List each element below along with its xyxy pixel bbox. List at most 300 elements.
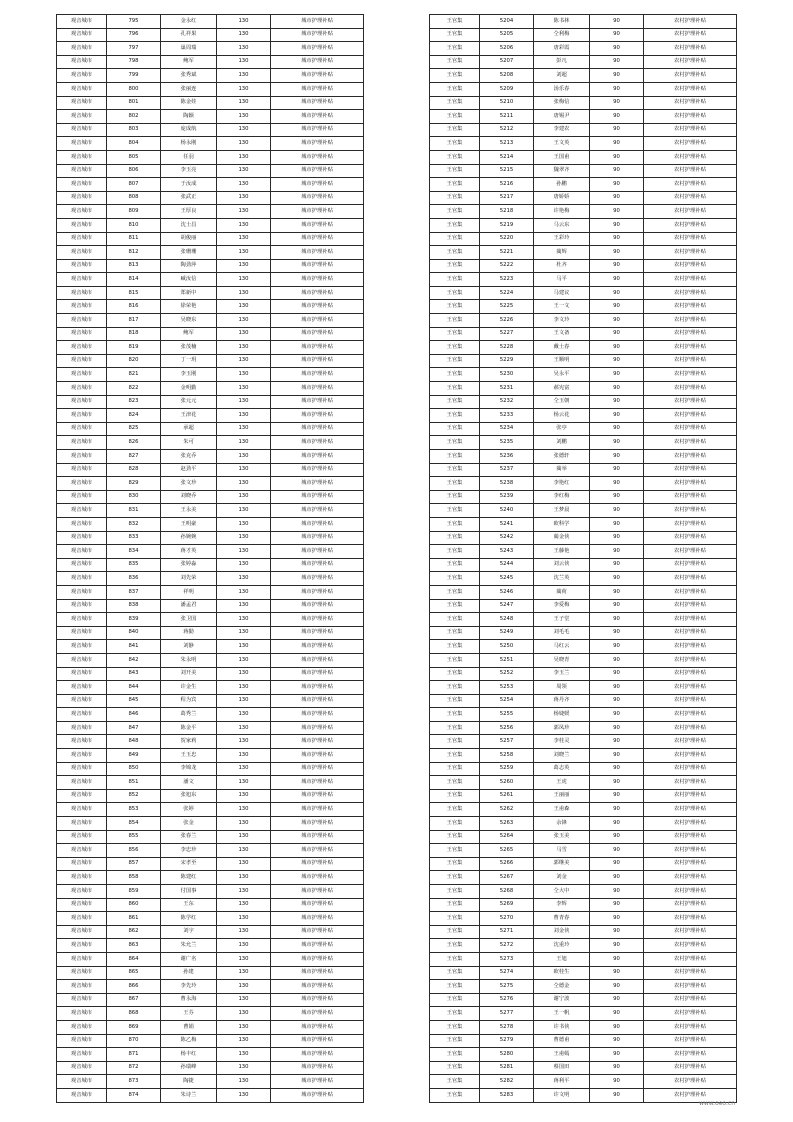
table-row bbox=[57, 925, 364, 939]
cell-name: 刘超 bbox=[534, 69, 590, 83]
table-row bbox=[430, 952, 737, 966]
cell-area: 王官集 bbox=[430, 96, 480, 110]
cell-type: 城市护理补贴 bbox=[271, 885, 364, 899]
table-row bbox=[430, 830, 737, 844]
cell-type: 农村护理补贴 bbox=[644, 585, 737, 599]
cell-name: 杨婕媛 bbox=[534, 708, 590, 722]
table-row bbox=[57, 382, 364, 396]
cell-name: 任羽 bbox=[161, 150, 217, 164]
cell-name: 李锦龙 bbox=[161, 762, 217, 776]
cell-name: 李文玲 bbox=[534, 314, 590, 328]
cell-type: 农村护理补贴 bbox=[644, 246, 737, 260]
cell-type: 农村护理补贴 bbox=[644, 82, 737, 96]
cell-type: 城市护理补贴 bbox=[271, 395, 364, 409]
cell-amount: 90 bbox=[590, 966, 644, 980]
cell-number: 796 bbox=[107, 28, 161, 42]
cell-type: 城市护理补贴 bbox=[271, 164, 364, 178]
cell-amount: 130 bbox=[217, 749, 271, 763]
cell-type: 农村护理补贴 bbox=[644, 912, 737, 926]
cell-amount: 90 bbox=[590, 681, 644, 695]
cell-amount: 130 bbox=[217, 1075, 271, 1089]
cell-type: 农村护理补贴 bbox=[644, 708, 737, 722]
cell-number: 5241 bbox=[480, 517, 534, 531]
cell-number: 859 bbox=[107, 885, 161, 899]
cell-name: 王藤艳 bbox=[534, 545, 590, 559]
cell-name: 王玉忠 bbox=[161, 749, 217, 763]
cell-name: 徐荣艳 bbox=[161, 300, 217, 314]
cell-type: 农村护理补贴 bbox=[644, 327, 737, 341]
cell-number: 5234 bbox=[480, 422, 534, 436]
table-row bbox=[57, 993, 364, 1007]
cell-name: 李爱梅 bbox=[534, 599, 590, 613]
table-row bbox=[430, 572, 737, 586]
cell-name: 张武正 bbox=[161, 191, 217, 205]
cell-number: 804 bbox=[107, 137, 161, 151]
cell-area: 王官集 bbox=[430, 15, 480, 29]
cell-number: 849 bbox=[107, 749, 161, 763]
cell-name: 蔺金侠 bbox=[534, 531, 590, 545]
table-row bbox=[430, 477, 737, 491]
cell-amount: 130 bbox=[217, 395, 271, 409]
cell-area: 王官集 bbox=[430, 422, 480, 436]
cell-name: 蔺举 bbox=[534, 463, 590, 477]
cell-amount: 130 bbox=[217, 300, 271, 314]
cell-amount: 90 bbox=[590, 327, 644, 341]
cell-area: 观音城市 bbox=[57, 422, 107, 436]
table-row bbox=[430, 15, 737, 29]
cell-area: 王官集 bbox=[430, 123, 480, 137]
cell-type: 农村护理补贴 bbox=[644, 15, 737, 29]
cell-name: 刘晓兰 bbox=[534, 749, 590, 763]
cell-amount: 90 bbox=[590, 1020, 644, 1034]
cell-type: 农村护理补贴 bbox=[644, 1034, 737, 1048]
cell-amount: 130 bbox=[217, 776, 271, 790]
cell-type: 农村护理补贴 bbox=[644, 123, 737, 137]
cell-area: 观音城市 bbox=[57, 531, 107, 545]
cell-number: 5205 bbox=[480, 28, 534, 42]
cell-amount: 130 bbox=[217, 42, 271, 56]
cell-name: 丁一玥 bbox=[161, 354, 217, 368]
cell-amount: 90 bbox=[590, 517, 644, 531]
cell-number: 831 bbox=[107, 504, 161, 518]
table-row bbox=[430, 450, 737, 464]
cell-number: 5213 bbox=[480, 137, 534, 151]
cell-type: 农村护理补贴 bbox=[644, 844, 737, 858]
cell-area: 观音城市 bbox=[57, 789, 107, 803]
cell-name: 张茂楠 bbox=[161, 341, 217, 355]
cell-name: 戴士春 bbox=[534, 341, 590, 355]
cell-amount: 90 bbox=[590, 300, 644, 314]
cell-name: 王彩玲 bbox=[534, 232, 590, 246]
table-row bbox=[430, 1048, 737, 1062]
cell-amount: 90 bbox=[590, 613, 644, 627]
cell-type: 农村护理补贴 bbox=[644, 300, 737, 314]
table-row bbox=[430, 776, 737, 790]
cell-type: 农村护理补贴 bbox=[644, 1075, 737, 1089]
cell-amount: 130 bbox=[217, 789, 271, 803]
cell-number: 862 bbox=[107, 925, 161, 939]
cell-area: 王官集 bbox=[430, 545, 480, 559]
table-row bbox=[430, 1034, 737, 1048]
cell-type: 城市护理补贴 bbox=[271, 463, 364, 477]
cell-amount: 130 bbox=[217, 314, 271, 328]
table-row bbox=[430, 232, 737, 246]
cell-type: 农村护理补贴 bbox=[644, 422, 737, 436]
table-row bbox=[57, 477, 364, 491]
cell-area: 王官集 bbox=[430, 871, 480, 885]
cell-amount: 130 bbox=[217, 504, 271, 518]
cell-area: 观音城市 bbox=[57, 1048, 107, 1062]
cell-name: 唐彩霞 bbox=[534, 42, 590, 56]
cell-number: 5216 bbox=[480, 178, 534, 192]
cell-number: 5233 bbox=[480, 409, 534, 423]
cell-type: 城市护理补贴 bbox=[271, 286, 364, 300]
cell-area: 观音城市 bbox=[57, 898, 107, 912]
table-row bbox=[430, 314, 737, 328]
cell-number: 5281 bbox=[480, 1061, 534, 1075]
cell-amount: 130 bbox=[217, 517, 271, 531]
cell-name: 彭凡 bbox=[534, 55, 590, 69]
cell-amount: 90 bbox=[590, 15, 644, 29]
cell-number: 5270 bbox=[480, 912, 534, 926]
cell-area: 观音城市 bbox=[57, 694, 107, 708]
cell-amount: 90 bbox=[590, 178, 644, 192]
cell-number: 5272 bbox=[480, 939, 534, 953]
cell-area: 观音城市 bbox=[57, 572, 107, 586]
cell-type: 城市护理补贴 bbox=[271, 1061, 364, 1075]
cell-amount: 130 bbox=[217, 803, 271, 817]
cell-name: 张卫国 bbox=[161, 613, 217, 627]
cell-number: 5283 bbox=[480, 1088, 534, 1102]
table-row bbox=[430, 137, 737, 151]
cell-name: 庞成航 bbox=[161, 123, 217, 137]
table-row bbox=[430, 721, 737, 735]
cell-name: 蔡国田 bbox=[534, 1061, 590, 1075]
cell-amount: 130 bbox=[217, 15, 271, 29]
cell-name: 潘孟君 bbox=[161, 599, 217, 613]
cell-amount: 130 bbox=[217, 422, 271, 436]
cell-amount: 90 bbox=[590, 531, 644, 545]
cell-name: 王厚良 bbox=[161, 205, 217, 219]
cell-type: 城市护理补贴 bbox=[271, 137, 364, 151]
table-row bbox=[430, 150, 737, 164]
cell-type: 农村护理补贴 bbox=[644, 871, 737, 885]
cell-amount: 90 bbox=[590, 273, 644, 287]
cell-number: 5278 bbox=[480, 1020, 534, 1034]
cell-area: 王官集 bbox=[430, 490, 480, 504]
cell-type: 农村护理补贴 bbox=[644, 218, 737, 232]
cell-name: 贺家莉 bbox=[161, 735, 217, 749]
cell-name: 刘云侠 bbox=[534, 558, 590, 572]
cell-number: 818 bbox=[107, 327, 161, 341]
cell-area: 王官集 bbox=[430, 966, 480, 980]
cell-name: 刘鹏 bbox=[534, 436, 590, 450]
cell-type: 城市护理补贴 bbox=[271, 150, 364, 164]
table-row bbox=[430, 966, 737, 980]
cell-number: 832 bbox=[107, 517, 161, 531]
cell-type: 城市护理补贴 bbox=[271, 82, 364, 96]
table-row bbox=[57, 218, 364, 232]
cell-amount: 90 bbox=[590, 667, 644, 681]
cell-name: 王津花 bbox=[161, 409, 217, 423]
table-row bbox=[430, 667, 737, 681]
table-row bbox=[57, 681, 364, 695]
cell-number: 867 bbox=[107, 993, 161, 1007]
cell-number: 808 bbox=[107, 191, 161, 205]
cell-name: 孙鹏 bbox=[534, 178, 590, 192]
cell-area: 观音城市 bbox=[57, 708, 107, 722]
table-row bbox=[430, 789, 737, 803]
table-row bbox=[430, 803, 737, 817]
cell-number: 5271 bbox=[480, 925, 534, 939]
cell-area: 王官集 bbox=[430, 789, 480, 803]
cell-name: 马云东 bbox=[534, 218, 590, 232]
cell-area: 观音城市 bbox=[57, 1007, 107, 1021]
table-row bbox=[57, 463, 364, 477]
cell-type: 城市护理补贴 bbox=[271, 667, 364, 681]
cell-area: 观音城市 bbox=[57, 354, 107, 368]
cell-type: 农村护理补贴 bbox=[644, 613, 737, 627]
cell-number: 5208 bbox=[480, 69, 534, 83]
cell-area: 观音城市 bbox=[57, 857, 107, 871]
cell-area: 观音城市 bbox=[57, 599, 107, 613]
cell-number: 871 bbox=[107, 1048, 161, 1062]
cell-type: 农村护理补贴 bbox=[644, 1020, 737, 1034]
cell-number: 801 bbox=[107, 96, 161, 110]
cell-number: 845 bbox=[107, 694, 161, 708]
cell-name: 曹娟 bbox=[161, 1020, 217, 1034]
cell-amount: 90 bbox=[590, 721, 644, 735]
cell-area: 王官集 bbox=[430, 708, 480, 722]
cell-type: 城市护理补贴 bbox=[271, 993, 364, 1007]
table-row bbox=[57, 585, 364, 599]
cell-amount: 90 bbox=[590, 939, 644, 953]
cell-name: 吴晓东 bbox=[161, 314, 217, 328]
cell-name: 鲍军 bbox=[161, 327, 217, 341]
cell-number: 847 bbox=[107, 721, 161, 735]
cell-name: 王甫嫣 bbox=[534, 1048, 590, 1062]
cell-name: 张秀斌 bbox=[161, 69, 217, 83]
cell-type: 农村护理补贴 bbox=[644, 382, 737, 396]
table-row bbox=[57, 1061, 364, 1075]
cell-area: 王官集 bbox=[430, 735, 480, 749]
cell-type: 农村护理补贴 bbox=[644, 96, 737, 110]
table-row bbox=[57, 653, 364, 667]
cell-type: 农村护理补贴 bbox=[644, 898, 737, 912]
cell-name: 陶劲萍 bbox=[161, 259, 217, 273]
cell-area: 观音城市 bbox=[57, 450, 107, 464]
cell-number: 852 bbox=[107, 789, 161, 803]
cell-area: 王官集 bbox=[430, 1020, 480, 1034]
cell-area: 王官集 bbox=[430, 69, 480, 83]
table-row bbox=[430, 626, 737, 640]
cell-number: 838 bbox=[107, 599, 161, 613]
cell-type: 农村护理补贴 bbox=[644, 42, 737, 56]
cell-number: 812 bbox=[107, 246, 161, 260]
cell-name: 沈重玲 bbox=[534, 939, 590, 953]
table-row bbox=[57, 762, 364, 776]
cell-area: 观音城市 bbox=[57, 545, 107, 559]
cell-amount: 130 bbox=[217, 450, 271, 464]
cell-name: 张元元 bbox=[161, 395, 217, 409]
cell-name: 朱允兰 bbox=[161, 939, 217, 953]
table-row bbox=[57, 164, 364, 178]
cell-area: 观音城市 bbox=[57, 1075, 107, 1089]
cell-name: 陈建红 bbox=[161, 871, 217, 885]
cell-number: 821 bbox=[107, 368, 161, 382]
cell-name: 王丽丽 bbox=[534, 789, 590, 803]
cell-area: 观音城市 bbox=[57, 382, 107, 396]
cell-area: 王官集 bbox=[430, 82, 480, 96]
cell-amount: 130 bbox=[217, 898, 271, 912]
cell-area: 观音城市 bbox=[57, 871, 107, 885]
cell-name: 唐锡尹 bbox=[534, 110, 590, 124]
cell-amount: 130 bbox=[217, 463, 271, 477]
cell-type: 城市护理补贴 bbox=[271, 762, 364, 776]
table-row bbox=[430, 368, 737, 382]
cell-type: 农村护理补贴 bbox=[644, 803, 737, 817]
cell-area: 观音城市 bbox=[57, 762, 107, 776]
cell-area: 王官集 bbox=[430, 164, 480, 178]
cell-area: 王官集 bbox=[430, 450, 480, 464]
table-row bbox=[430, 898, 737, 912]
cell-number: 827 bbox=[107, 450, 161, 464]
cell-amount: 130 bbox=[217, 150, 271, 164]
cell-amount: 130 bbox=[217, 830, 271, 844]
cell-name: 葛志英 bbox=[534, 762, 590, 776]
cell-type: 农村护理补贴 bbox=[644, 735, 737, 749]
cell-name: 葛秀兰 bbox=[161, 708, 217, 722]
cell-name: 马雪 bbox=[534, 844, 590, 858]
table-row bbox=[57, 735, 364, 749]
cell-type: 城市护理补贴 bbox=[271, 504, 364, 518]
cell-amount: 130 bbox=[217, 844, 271, 858]
cell-name: 陶颖 bbox=[161, 110, 217, 124]
cell-amount: 130 bbox=[217, 626, 271, 640]
cell-amount: 90 bbox=[590, 1088, 644, 1102]
cell-number: 5263 bbox=[480, 817, 534, 831]
cell-amount: 90 bbox=[590, 246, 644, 260]
cell-name: 张珊珊 bbox=[161, 246, 217, 260]
cell-amount: 90 bbox=[590, 789, 644, 803]
cell-type: 农村护理补贴 bbox=[644, 925, 737, 939]
cell-number: 5280 bbox=[480, 1048, 534, 1062]
table-row bbox=[430, 490, 737, 504]
cell-type: 城市护理补贴 bbox=[271, 490, 364, 504]
table-row bbox=[57, 246, 364, 260]
cell-amount: 130 bbox=[217, 871, 271, 885]
table-row bbox=[57, 830, 364, 844]
table-row bbox=[57, 137, 364, 151]
cell-amount: 130 bbox=[217, 164, 271, 178]
cell-name: 仝利梅 bbox=[534, 28, 590, 42]
cell-type: 农村护理补贴 bbox=[644, 817, 737, 831]
cell-type: 农村护理补贴 bbox=[644, 55, 737, 69]
table-row bbox=[430, 246, 737, 260]
cell-amount: 90 bbox=[590, 817, 644, 831]
cell-name: 刘静 bbox=[161, 640, 217, 654]
cell-amount: 130 bbox=[217, 952, 271, 966]
cell-amount: 130 bbox=[217, 939, 271, 953]
cell-name: 金明勤 bbox=[161, 382, 217, 396]
cell-area: 观音城市 bbox=[57, 776, 107, 790]
cell-number: 874 bbox=[107, 1088, 161, 1102]
cell-name: 李玉兰 bbox=[534, 667, 590, 681]
cell-type: 城市护理补贴 bbox=[271, 844, 364, 858]
cell-area: 观音城市 bbox=[57, 368, 107, 382]
cell-amount: 130 bbox=[217, 246, 271, 260]
cell-type: 农村护理补贴 bbox=[644, 857, 737, 871]
cell-type: 城市护理补贴 bbox=[271, 708, 364, 722]
cell-name: 许金生 bbox=[161, 681, 217, 695]
cell-amount: 130 bbox=[217, 667, 271, 681]
table-row bbox=[430, 82, 737, 96]
table-row bbox=[57, 545, 364, 559]
cell-area: 观音城市 bbox=[57, 178, 107, 192]
table-row bbox=[57, 640, 364, 654]
cell-amount: 130 bbox=[217, 653, 271, 667]
table-row bbox=[57, 422, 364, 436]
cell-amount: 90 bbox=[590, 830, 644, 844]
cell-type: 农村护理补贴 bbox=[644, 640, 737, 654]
table-row bbox=[430, 762, 737, 776]
cell-area: 王官集 bbox=[430, 572, 480, 586]
table-row bbox=[430, 164, 737, 178]
cell-name: 郭继美 bbox=[534, 857, 590, 871]
cell-number: 844 bbox=[107, 681, 161, 695]
cell-number: 809 bbox=[107, 205, 161, 219]
cell-amount: 90 bbox=[590, 96, 644, 110]
cell-area: 观音城市 bbox=[57, 844, 107, 858]
cell-number: 860 bbox=[107, 898, 161, 912]
cell-number: 807 bbox=[107, 178, 161, 192]
cell-type: 农村护理补贴 bbox=[644, 776, 737, 790]
cell-area: 王官集 bbox=[430, 286, 480, 300]
cell-area: 王官集 bbox=[430, 273, 480, 287]
cell-number: 810 bbox=[107, 218, 161, 232]
cell-amount: 90 bbox=[590, 422, 644, 436]
cell-amount: 130 bbox=[217, 1020, 271, 1034]
cell-name: 张文珍 bbox=[161, 477, 217, 491]
cell-area: 观音城市 bbox=[57, 885, 107, 899]
cell-number: 854 bbox=[107, 817, 161, 831]
cell-type: 城市护理补贴 bbox=[271, 626, 364, 640]
cell-area: 观音城市 bbox=[57, 273, 107, 287]
cell-type: 农村护理补贴 bbox=[644, 531, 737, 545]
cell-name: 郑新中 bbox=[161, 286, 217, 300]
cell-number: 820 bbox=[107, 354, 161, 368]
cell-number: 870 bbox=[107, 1034, 161, 1048]
cell-amount: 130 bbox=[217, 585, 271, 599]
cell-number: 5237 bbox=[480, 463, 534, 477]
cell-name: 周领 bbox=[534, 681, 590, 695]
cell-amount: 130 bbox=[217, 993, 271, 1007]
cell-amount: 90 bbox=[590, 898, 644, 912]
cell-type: 城市护理补贴 bbox=[271, 327, 364, 341]
cell-amount: 130 bbox=[217, 762, 271, 776]
cell-number: 799 bbox=[107, 69, 161, 83]
cell-amount: 90 bbox=[590, 735, 644, 749]
cell-type: 城市护理补贴 bbox=[271, 218, 364, 232]
cell-area: 观音城市 bbox=[57, 1034, 107, 1048]
cell-area: 观音城市 bbox=[57, 626, 107, 640]
cell-number: 825 bbox=[107, 422, 161, 436]
cell-number: 5215 bbox=[480, 164, 534, 178]
cell-name: 鲍军 bbox=[161, 55, 217, 69]
cell-area: 王官集 bbox=[430, 925, 480, 939]
cell-amount: 130 bbox=[217, 545, 271, 559]
cell-type: 城市护理补贴 bbox=[271, 1034, 364, 1048]
